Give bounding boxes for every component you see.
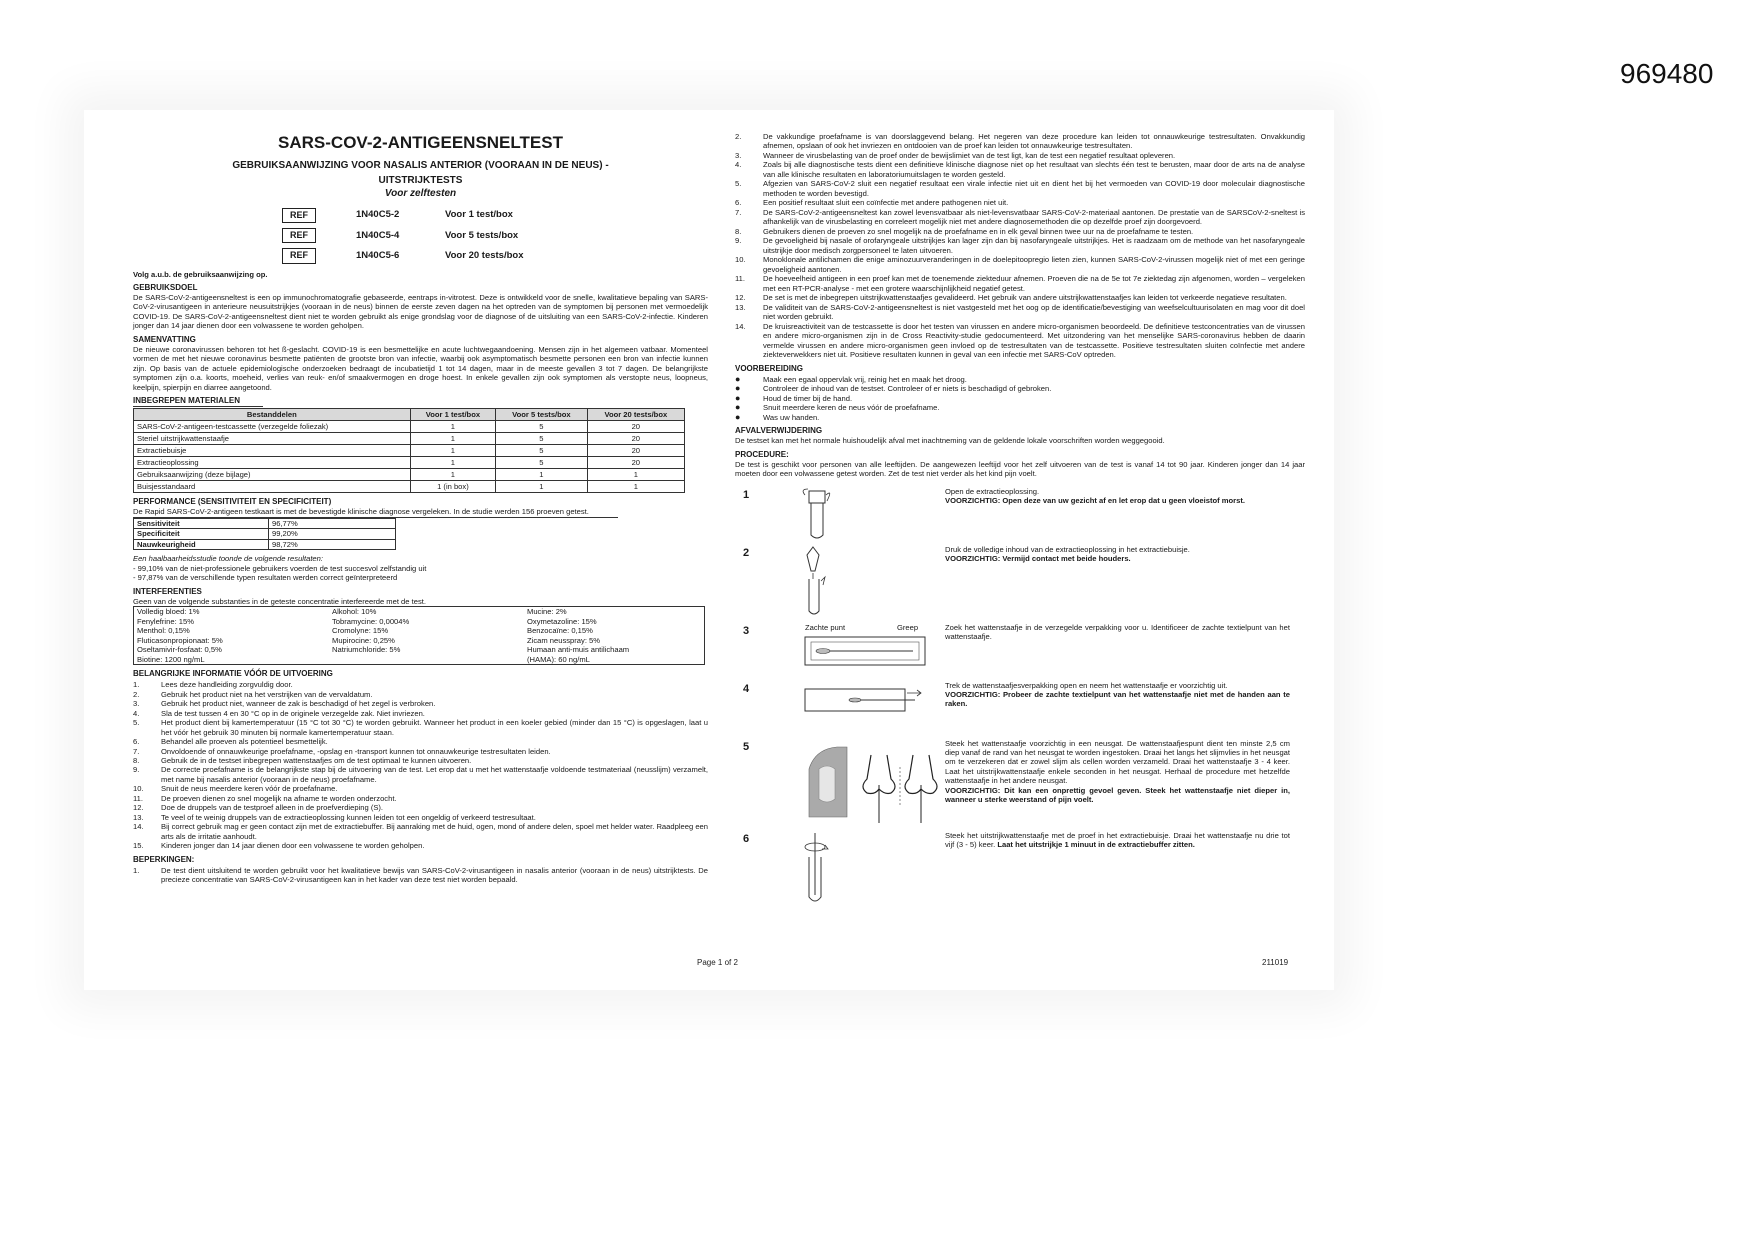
item-number: 15. [133,841,144,851]
afval-text: De testset kan met het normale huishoudelijk afval met inachtneming van de geldende lokale voorschriften worden weggegooid. [735,436,1165,446]
item-text: De set is met de inbegrepen uitstrijkwattenstaafjes gevalideerd. Het gebruik van andere uitstrijkwattenstaafjes kan leiden tot verkeerde negatieve resultaten. [763,293,1287,303]
table-cell: 1 [410,445,496,457]
table-cell: 20 [587,457,684,469]
subtitle-line-3: Voor zelftesten [384,188,457,200]
soft-tip-label: Zachte punt [805,622,846,632]
open-package-illustration [775,681,945,737]
voorbereiding-list [735,375,1305,422]
step-text [945,545,1290,564]
step-number: 4 [743,682,750,695]
table-row [134,469,685,481]
right-column [735,131,1305,911]
procedure-step-4 [735,681,1305,739]
step-text [945,831,1290,850]
item-text: Wanneer de virusbelasting van de proef onder de bewijslimiet van de test ligt, kan de test een negatief resultaat opleveren. [763,150,1176,160]
item-text: Te veel of te weinig druppels van de extractieoplossing kunnen leiden tot een ongeldig of verkeerd testresultaat. [161,812,536,822]
table-row [134,529,396,539]
table-cell: 20 [587,421,684,433]
item-text: Houd de timer bij de hand. [763,393,853,403]
table-cell: 20 [587,433,684,445]
interference-item: Tobramycine: 0,0004% [332,616,410,626]
table-cell: 5 [496,433,587,445]
item-text: Onvoldoende of onnauwkeurige proefafname, -opslag en -transport kunnen tot onnauwkeurige testresultaten leiden. [161,746,551,756]
step-text-warning: VOORZICHTIG: Probeer de zachte textielpunt van het wattenstaafje niet met de handen aan te raken. [945,689,1290,709]
item-number: 12. [735,293,746,303]
list-item [735,236,1305,255]
ref-code: 1N40C5-6 [356,249,400,261]
metric-value: 96,77% [269,518,396,528]
item-number: 3. [133,699,140,709]
table-cell: Buisjesstandaard [134,481,411,493]
item-number: 11. [133,793,143,803]
table-row [134,518,396,528]
samenvatting-title: SAMENVATTING [133,334,196,344]
gebruiksdoel-title: GEBRUIKSDOEL [133,282,198,292]
study-intro: Een haalbaarheidsstudie toonde de volgende resultaten: [133,554,323,564]
step-number: 2 [743,546,750,559]
step-number: 5 [743,740,750,753]
table-cell: Gebruiksaanwijzing (deze bijlage) [134,469,411,481]
interference-item: Zicam neusspray: 5% [527,635,601,645]
open-solution-illustration [775,487,945,543]
table-cell: 1 [410,433,496,445]
page-number: Page 1 of 2 [697,958,738,967]
item-number: 11. [735,274,745,284]
item-text: Maak een egaal oppervlak vrij, reinig het en maak het droog. [763,374,967,384]
list-item [735,227,1305,236]
step-text [945,739,1290,805]
list-item [133,680,708,689]
ref-desc: Voor 5 tests/box [445,229,519,241]
materials-header-cell: Voor 5 tests/box [496,409,587,421]
item-number: 7. [133,746,140,756]
item-text: Was uw handen. [763,412,820,422]
list-item [133,784,708,793]
item-number: 6. [133,737,140,747]
step-text-normal: Steek het wattenstaafje voorzichtig in een neusgat. De wattenstaafjespunt dient ten minste 2,5 cm diep vanaf de rand van het neusgat te worden ingestoken. Draai het langs het slijmvlies in het neusgat om te verzekeren dat er zowel slijm als cellen worden verzameld. Draai het wattenstaafje 3 - 4 keer. Laat het uitstrijkwattenstaafje enkele seconden in het neusgat. Herhaal de procedure met hetzelfde wattenstaafje in het andere neusgat. [945,738,1290,786]
item-number: 10. [133,784,144,794]
item-text: Gebruik de in de testset inbegrepen wattenstaafjes om de test optimaal te kunnen uitvoeren. [161,756,472,765]
list-item [735,403,1305,412]
item-number: 5. [133,718,140,728]
interference-item: Biotine: 1200 ng/mL [137,654,205,664]
interference-item: Benzocaïne: 0,15% [527,626,593,636]
list-item [735,413,1305,422]
list-item [735,394,1305,403]
item-text: De proeven dienen zo snel mogelijk na afname te worden onderzocht. [161,793,397,803]
list-item [735,322,1305,360]
ref-row [282,208,708,223]
item-text: Gebruik het product niet na het verstrijken van de vervaldatum. [161,689,373,699]
item-text: Doe de druppels van de testproef alleen in de proefverdieping (S). [161,803,384,813]
list-item [133,765,708,784]
document-number: 969480 [1620,58,1714,89]
list-item [735,303,1305,322]
metric-label: Specificiteit [134,529,269,539]
ref-list [133,208,708,264]
item-number: 9. [735,236,742,246]
list-item [133,709,708,718]
item-number: 2. [133,689,140,699]
item-number: 5. [735,179,742,189]
step-text-normal: Steek het uitstrijkwattenstaafje met de proef in het extractiebuisje. Draai het wattenstaafje nu drie tot vijf (3 - 5) keer. [945,830,1290,849]
item-text: Gebruikers dienen de proeven zo snel mogelijk na de proefafname en in elk geval binnen twee uur na de proefafname te testen. [763,226,1194,236]
item-text: Gebruik het product niet, wanneer de zak is beschadigd of het zegel is verbroken. [161,699,436,709]
list-item [133,737,708,746]
procedure-step-5 [735,739,1305,831]
procedure-step-2 [735,545,1305,623]
item-text: Lees deze handleiding zorgvuldig door. [161,680,293,690]
interference-item: Natriumchloride: 5% [332,645,401,655]
step-number: 6 [743,832,750,845]
item-text: Sla de test tussen 4 en 30 °C op in de originele verzegelde zak. Niet invriezen. [161,708,425,718]
procedure-steps [735,487,1305,911]
squeeze-solution-illustration [775,545,945,621]
document-code: 211019 [1262,958,1289,967]
interference-item: Fenylefrine: 15% [137,616,194,626]
bullet-icon: ● [735,402,741,413]
interference-item: Cromolyne: 15% [332,626,389,636]
step-text [945,681,1290,709]
item-number: 4. [133,708,140,718]
bullet-icon: ● [735,373,741,384]
left-column [133,131,708,885]
list-item [133,813,708,822]
procedure-text: De test is geschikt voor personen van alle leeftijden. De aangewezen leeftijd voor het zelf uitvoeren van de test is vanaf 14 tot 90 jaar. Kinderen jonger dan 14 jaar moeten door een volwassene getest worden. Zet de test niet verder als het kind pijn voelt. [735,459,1305,479]
step-text-normal: Trek de wattenstaafjesverpakking open en neem het wattenstaafje er voorzichtig uit. [945,680,1228,690]
list-item [735,255,1305,274]
procedure-step-6 [735,831,1305,911]
beperkingen-list-right [735,132,1305,360]
interference-item: Volledig bloed: 1% [137,607,200,617]
table-cell: 1 [587,481,684,493]
table-row [134,421,685,433]
interference-item: (HAMA): 60 ng/mL [527,654,590,664]
item-number: 4. [735,160,742,170]
item-text: Snuit de neus meerdere keren vóór de proefafname. [161,784,338,794]
informatie-list [133,680,708,851]
step-number: 3 [743,624,750,637]
nose-swab-illustration [775,739,945,827]
list-item [133,841,708,850]
item-text: Kinderen jonger dan 14 jaar dienen door een volwassene te worden geholpen. [161,841,425,851]
bullet-icon: ● [735,392,741,403]
list-item [735,293,1305,302]
table-cell: 1 [410,457,496,469]
table-cell: Extractiebuisje [134,445,411,457]
list-item [735,375,1305,384]
ref-code: 1N40C5-2 [356,209,400,221]
list-item [133,866,708,885]
swab-package-icon [775,633,945,673]
ref-desc: Voor 20 tests/box [445,249,524,261]
ref-row [282,248,708,263]
table-cell: 20 [587,445,684,457]
procedure-step-1 [735,487,1305,545]
study-result-1: - 99,10% van de niet-professionele gebruikers voerden de test succesvol zelfstandig uit [133,563,427,573]
metric-label: Nauwkeurigheid [134,539,269,549]
step-text [945,487,1290,506]
informatie-title: BELANGRIJKE INFORMATIE VÓÓR DE UITVOERING [133,669,333,679]
step-text-warning: VOORZICHTIG: Dit kan een onprettig gevoel geven. Steek het wattenstaafje niet dieper in, wanneer u sterke weerstand of pijn voelt. [945,785,1290,805]
interferences-col-2 [332,607,527,664]
intro-note: Volg a.u.b. de gebruiksaanwijzing op. [133,269,268,279]
item-text: Monoklonale antilichamen die enige aminozuurveranderingen in de doelepitoopregio lieten zien, kunnen SARS-CoV-2-virussen mogelijk niet of met een geringe gevoeligheid aantonen. [763,255,1305,274]
materials-header-cell: Voor 1 test/box [410,409,496,421]
table-row [134,481,685,493]
swab-in-tube-illustration [775,831,945,909]
item-number: 7. [735,207,742,217]
item-text: Een positief resultaat sluit een coïnfectie met andere pathogenen niet uit. [763,198,1009,208]
item-text: Behandel alle proeven als potentieel besmettelijk. [161,737,328,747]
list-item [133,756,708,765]
interference-item: Alkohol: 10% [332,607,377,617]
item-text: Snuit meerdere keren de neus vóór de proefafname. [763,403,940,413]
item-text: De hoeveelheid antigeen in een proef kan met de toenemende ziekteduur afnemen. Proeven die na de 5e tot 7e ziektedag zijn afgenomen, worden – vergeleken met een RT-PCR-analyse - met een grotere waarschijnlijkheid negatief getest. [763,274,1305,293]
step-text-warning: VOORZICHTIG: Open deze van uw gezicht af en let erop dat u geen vloeistof morst. [945,495,1245,505]
procedure-step-3 [735,623,1305,681]
materials-header-cell: Voor 20 tests/box [587,409,684,421]
item-text: De vakkundige proefafname is van doorslaggevend belang. Het negeren van deze procedure kan leiden tot onnauwkeurige testresultaten. Onvakkundig afnemen, opslaan of ook het invriezen en ontdooien van de proef kan leiden tot onnauwkeurige testresultaten. [763,132,1305,151]
step-text-warning: Laat het uitstrijkje 1 minuut in de extractiebuffer zitten. [997,839,1195,849]
item-number: 8. [133,756,140,765]
list-item [735,274,1305,293]
interference-item: Menthol: 0,15% [137,626,190,636]
interference-item: Mucine: 2% [527,607,567,617]
list-item [133,699,708,708]
materials-table [133,408,685,493]
interference-item: Oxymetazoline: 15% [527,616,597,626]
table-cell: Steriel uitstrijkwattenstaafje [134,433,411,445]
list-item [735,179,1305,198]
performance-body [134,518,396,549]
list-item [735,198,1305,207]
list-item [133,747,708,756]
list-item [735,132,1305,151]
item-text: Zoals bij alle diagnostische tests dient een definitieve klinische diagnose niet op het resultaat van slechts één test te berusten, maar door de arts na de analyse van alle klinische resultaten en laboratoriumuitslagen te worden gesteld. [763,160,1305,179]
materials-body [134,421,685,493]
table-row [134,539,396,549]
table-cell: 5 [496,445,587,457]
item-number: 1. [133,680,140,690]
metric-value: 98,72% [269,539,396,549]
item-number: 6. [735,198,742,208]
subtitle-line-1: GEBRUIKSAANWIJZING VOOR NASALIS ANTERIOR (VOORAAN IN DE NEUS) - [232,160,609,172]
list-item [735,208,1305,227]
step-text-normal: Druk de volledige inhoud van de extractieoplossing in het extractiebuisje. [945,544,1190,554]
item-number: 2. [735,132,742,141]
interferences-col-3 [527,607,707,664]
ref-row [282,228,708,243]
item-text: De validiteit van de SARS-CoV-2-antigeensneltest is niet vastgesteld met het oog op de identificatie/bevestiging van weefselcultuurisolaten en mag voor dit doel niet worden gebruikt. [763,302,1305,322]
table-cell: 1 [410,469,496,481]
ref-box: REF [282,228,316,243]
table-cell: 1 [496,481,587,493]
procedure-title: PROCEDURE: [735,449,789,459]
table-row [134,457,685,469]
ref-code: 1N40C5-4 [356,229,400,241]
item-number: 13. [735,302,746,312]
interference-item: Humaan anti-muis antilichaam [527,645,630,655]
study-result-2: - 97,87% van de verschillende typen resultaten werden correct geïnterpreteerd [133,573,398,583]
item-number: 14. [735,321,746,331]
item-text: De correcte proefafname is de belangrijkste stap bij de uitvoering van de test. Let erop dat u met het wattenstaafje voldoende testmateriaal (neusslijm) verzamelt, met name bij nasalis anterior (vooraan in de neus) proefafname. [161,765,708,784]
list-item [133,718,708,737]
item-text: De gevoeligheid bij nasale of orofaryngeale uitstrijkjes kan lager zijn dan bij nasofaryngeale uitstrijkjes. Het is raadzaam om de methode van het nasofaryngeale uitstrijkje door medisch zorgpersoneel te laten uitvoeren. [763,236,1305,255]
ref-desc: Voor 1 test/box [445,209,513,221]
item-text: Bij correct gebruik mag er geen contact zijn met de extractiebuffer. Bij aanraking met de huid, ogen, mond of andere delen, spoel met helder water. Raadpleeg een arts als de irritatie aanhoudt. [161,822,708,841]
item-number: 14. [133,822,144,832]
list-item [735,384,1305,393]
step-text [945,623,1290,642]
performance-table [133,518,396,550]
interferenties-title: INTERFERENTIES [133,586,202,596]
subtitle-line-2: UITSTRIJKTESTS [378,174,463,186]
beperkingen-list-left [133,866,708,885]
grip-label: Greep [897,622,919,632]
voorbereiding-title: VOORBEREIDING [735,363,804,373]
materials-header-cell: Bestanddelen [134,409,411,421]
list-item [735,151,1305,160]
interferenties-text: Geen van de volgende substanties in de geteste concentratie interfereerde met de test. [133,596,426,606]
item-text: De test dient uitsluitend te worden gebruikt voor het kwalitatieve bewijs van SARS-CoV-2-virusantigeen in nasalis anterior (vooraan in de neus) uitstrijktests. De precieze concentratie van SARS-CoV-2-virusantigeen kan in het kader van deze test niet worden bepaald. [161,865,708,885]
materials-header-row [134,409,685,421]
item-text: Het product dient bij kamertemperatuur (15 °C tot 30 °C) te worden gebruikt. Wanneer het product in een koeler gebied (minder dan 15 °C) is opgeslagen, laat u het vóór het gebruik 30 minuten bij normale kamertemperatuur staan. [161,718,708,737]
step-text-normal: Zoek het wattenstaafje in de verzegelde verpakking voor u. Identificeer de zachte textielpunt van het wattenstaafje. [945,622,1290,641]
interference-item: Oseltamivir-fosfaat: 0,5% [137,645,222,655]
interference-item: Fluticasonpropionaat: 5% [137,635,223,645]
gebruiksdoel-text: De SARS-CoV-2-antigeensneltest is een op immunochromatografie gebaseerde, eentraps in-vitrotest. Deze is ontwikkeld voor de snelle, kwalitatieve bepaling van SARS-CoV-2-virusantigeen in anterieure neusuitstrijkjes (vooraan in de neus) binnen de eerste zeven dagen na het optreden van de symptomen bij personen met vermoedelijk COVID-19. De SARS-CoV-2-antigeensneltest dient niet te worden gebruikt als enige grondslag voor de diagnose of de uitsluiting van een SARS-CoV-2-infectie. Kinderen jonger dan 14 jaar dienen door een volwassene te worden geholpen. [133,292,708,331]
table-cell: Extractieoplossing [134,457,411,469]
item-number: 13. [133,812,144,822]
table-cell: 5 [496,457,587,469]
interferences-box [133,606,705,665]
item-number: 10. [735,255,746,265]
ref-box: REF [282,208,316,223]
list-item [735,160,1305,179]
metric-value: 99,20% [269,529,396,539]
item-text: Afgezien van SARS-CoV-2 sluit een negatief resultaat een virale infectie niet uit en dient het bij het vermoeden van COVID-19 door moleculair diagnostische methoden te worden bevestigd. [763,179,1305,198]
performance-title: PERFORMANCE (SENSITIVITEIT EN SPECIFICITEIT) [133,497,332,507]
item-number: 3. [735,150,742,160]
list-item [133,803,708,812]
table-cell: SARS-CoV-2-antigeen-testcassette (verzegelde foliezak) [134,421,411,433]
table-cell: 1 (in box) [410,481,496,493]
item-number: 8. [735,226,742,236]
table-cell: 5 [496,421,587,433]
list-item [133,794,708,803]
item-number: 12. [133,803,144,813]
table-cell: 1 [587,469,684,481]
ref-box: REF [282,248,316,263]
materialen-title: INBEGREPEN MATERIALEN [133,396,263,407]
item-text: De SARS-CoV-2-antigeensneltest kan zowel levensvatbaar als niet-levensvatbaar SARS-CoV-2-materiaal aantonen. De prestatie van de SARSCoV-2-sneltest is afhankelijk van de virusbelasting en correleert mogelijk niet met andere diagnosemethoden die op dezelfde proef zijn doorgevoerd. [763,207,1305,227]
interference-item: Mupirocine: 0,25% [332,635,395,645]
table-row [134,433,685,445]
list-item [133,690,708,699]
metric-label: Sensitiviteit [134,518,269,528]
bullet-icon: ● [735,411,741,422]
swab-package-illustration [775,623,945,679]
item-number: 1. [133,865,140,875]
step-number: 1 [743,488,750,501]
item-text: Controleer de inhoud van de testset. Controleer of er niets is beschadigd of gebroken. [763,384,1052,394]
item-number: 9. [133,765,140,775]
beperkingen-title: BEPERKINGEN: [133,854,195,864]
list-item [133,822,708,841]
samenvatting-text: De nieuwe coronavirussen behoren tot het ß-geslacht. COVID-19 is een besmettelijke en acute luchtwegaandoening. Mensen zijn in het algemeen vatbaar. Momenteel vormen de met het nieuwe coronavirus besmette patiënten de grootste bron van infectie, waarbij ook asymptomatisch besmette personen een bron van infectie kunnen zijn. Op basis van de actuele epidemiologische onderzoeken bedraagt de incubatietijd 1 tot 14 dagen, maar in de meeste gevallen 3 tot 7 dagen. De belangrijkste symptomen zijn o.a. koorts, moeheid, verlies van reuk- en/of smaakvermogen en droge hoest. In enkele gevallen zijn ook symptomen als verstopte neus, loopneus, keelpijn, spierpijn en diarree aangetoond. [133,344,708,392]
step-text-warning: VOORZICHTIG: Vermijd contact met beide houders. [945,553,1131,563]
table-row [134,445,685,457]
item-text: De kruisreactiviteit van de testcassette is door het testen van virussen en andere micro-organismen beoordeeld. De definitieve testconcentraties van de virussen en andere micro-organismen zijn in de Cross Reactivity-studie gedocumenteerd. Met uitzondering van het menselijke SARS-coronavirus hebben de daarin vermelde virussen en andere micro-organismen geen invloed op de testresultaten van de testcassette. Positieve testresultaten sluiten coïnfectie met andere ziekteverwekkers niet uit. Positieve resultaten kunnen in geval van een infectie met SARS-CoV optreden. [763,321,1305,360]
performance-text: De Rapid SARS-CoV-2-antigeen testkaart is met de bevestigde klinische diagnose vergeleken. In de studie werden 156 proeven getest. [133,507,618,517]
table-cell: 1 [496,469,587,481]
step-text-normal: Open de extractieoplossing. [945,486,1040,496]
document-title: SARS-COV-2-ANTIGEENSNELTEST [278,133,563,152]
afval-title: AFVALVERWIJDERING [735,426,823,436]
table-cell: 1 [410,421,496,433]
bullet-icon: ● [735,383,741,394]
interferences-col-1 [137,607,332,664]
